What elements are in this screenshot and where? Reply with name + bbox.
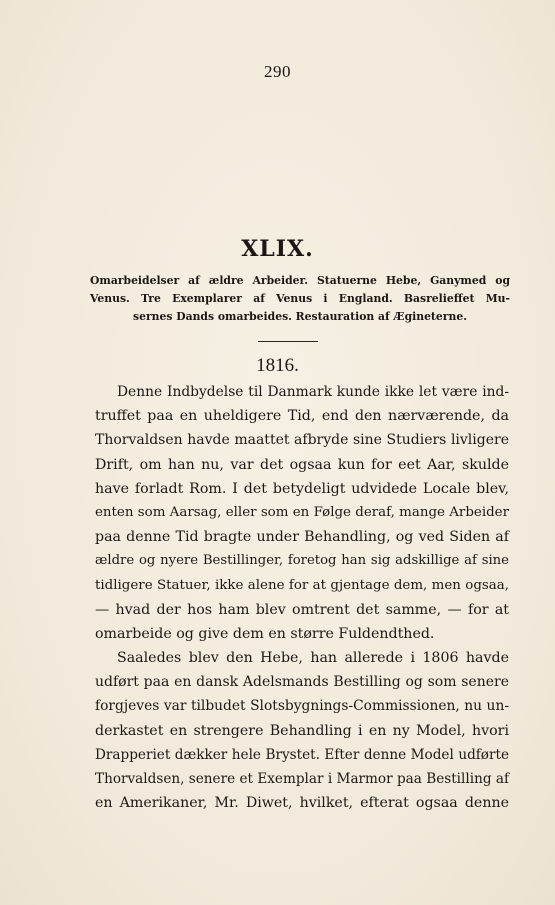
text-line: forgjeves var tilbudet Slotsbygnings-Commissionen, nu un- [95,698,509,715]
body-text [95,380,509,815]
text-line: paa denne Tid bragte under Behandling, og ved Siden af [95,529,509,546]
section-divider [258,341,318,342]
text-line: Saaledes blev den Hebe, han allerede i 1806 havde [117,650,509,667]
summary-line: Venus. Tre Exemplarer af Venus i England. Basrelieffet Mu- [90,292,510,305]
text-line: Drapperiet dækker hele Brystet. Efter denne Model udførte [95,746,509,763]
text-line: ældre og nyere Bestillinger, foretog han sig adskillige af sine [95,553,509,569]
chapter-number: XLIX. [241,236,314,262]
summary-line: sernes Dands omarbeides. Restauration af Ægineterne. [133,310,467,323]
text-line: — hvad der hos ham blev omtrent det samme, — for at [95,601,509,618]
text-line: Thorvaldsen, senere et Exemplar i Marmor paa Bestilling af [95,771,509,787]
year-heading: 1816. [256,355,299,376]
text-line: en Amerikaner, Mr. Diwet, hvilket, efterat ogsaa denne [95,795,509,812]
chapter-summary [90,272,510,326]
text-line: Thorvaldsen havde maattet afbryde sine Studiers livligere [95,432,509,449]
text-line: have forladt Rom. I det betydeligt udvidede Locale blev, [95,480,509,497]
text-line: Denne Indbydelse til Danmark kunde ikke let være ind- [117,384,509,400]
text-line: udført paa en dansk Adelsmands Bestilling og som senere [95,674,509,691]
text-line: enten som Aarsag, eller som en Følge deraf, mange Arbeider [95,504,509,520]
text-line: derkastet en strengere Behandling i en ny Model, hvori [95,722,509,739]
summary-line: Omarbeidelser af ældre Arbeider. Statuerne Hebe, Ganymed og [90,274,510,287]
text-line: Drift, om han nu, var det ogsaa kun for eet Aar, skulde [95,456,509,473]
text-line: truffet paa en uheldigere Tid, end den nærværende, da [95,408,509,425]
page-number: 290 [264,62,291,81]
text-line: omarbeide og give dem en større Fuldendthed. [95,625,435,642]
text-line: tidligere Statuer, ikke alene for at gjentage dem, men ogsaa, [95,577,509,593]
